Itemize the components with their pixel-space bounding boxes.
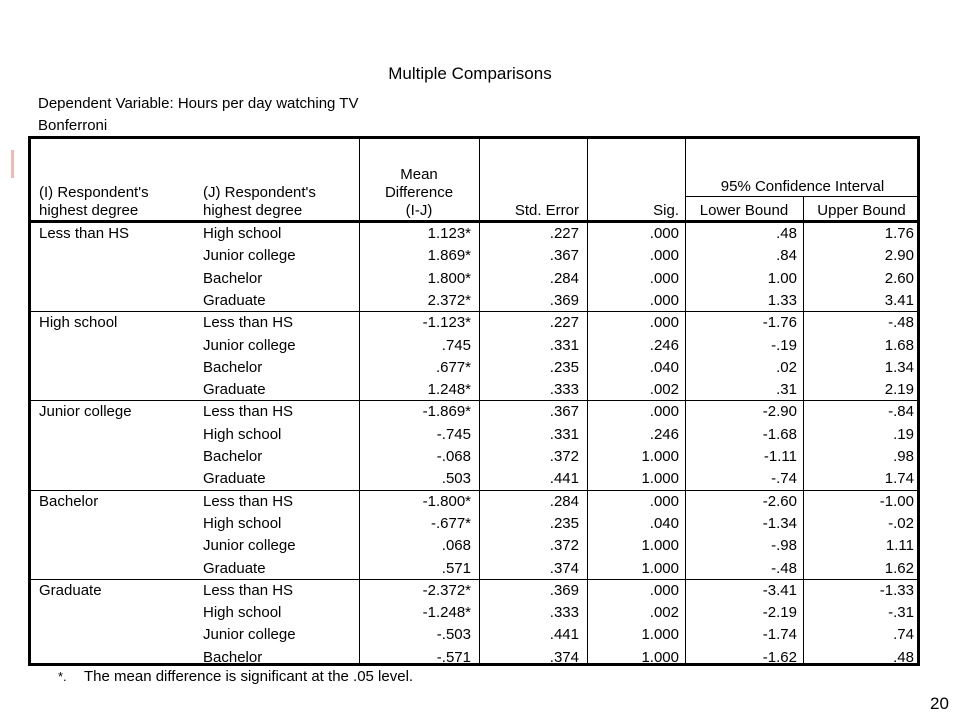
cell-se: .369 <box>549 291 579 309</box>
cell-upper: .98 <box>893 448 914 465</box>
cell-diff: 1.248* <box>427 381 471 399</box>
margin-mark <box>11 150 14 178</box>
comparison-group: Graduate <box>203 291 266 309</box>
comparison-group: High school <box>203 225 282 242</box>
cell-lower: -.74 <box>771 470 797 488</box>
cell-sig: .000 <box>649 492 679 510</box>
cell-se: .284 <box>549 492 579 510</box>
cell-lower: -1.11 <box>763 448 797 465</box>
table-title: Multiple Comparisons <box>388 64 552 83</box>
cell-diff: -.745 <box>436 425 471 443</box>
cell-se: .333 <box>549 604 579 622</box>
cell-diff: .503 <box>441 470 471 488</box>
cell-se: .235 <box>549 358 579 376</box>
page-number: 20 <box>930 694 949 713</box>
cell-sig: 1.000 <box>641 559 679 577</box>
cell-diff: 1.869* <box>427 247 471 265</box>
footnote-marker: *. <box>58 669 67 684</box>
comparison-group: Graduate <box>203 559 266 577</box>
cell-sig: .246 <box>649 336 679 354</box>
header-sig: Sig. <box>653 202 679 219</box>
method-label: Bonferroni <box>38 117 108 134</box>
header-mean-line1: Mean <box>400 166 438 183</box>
cell-diff: -.677* <box>430 514 471 532</box>
cell-diff: .068 <box>441 537 471 555</box>
cell-sig: .000 <box>649 291 679 309</box>
cell-sig: .000 <box>649 225 679 242</box>
cell-se: .367 <box>549 403 579 421</box>
cell-upper: -.48 <box>888 314 914 332</box>
footnote-text: The mean difference is significant at the .05 level. <box>84 668 414 685</box>
cell-se: .441 <box>549 626 579 644</box>
cell-upper: -.31 <box>888 604 914 622</box>
cell-lower: -1.68 <box>762 425 797 443</box>
group-label: Less than HS <box>39 225 130 242</box>
header-rule <box>31 220 917 223</box>
cell-se: .333 <box>549 381 579 399</box>
cell-lower: .31 <box>776 381 797 399</box>
cell-sig: .000 <box>649 581 679 599</box>
group-divider <box>31 490 917 491</box>
cell-lower: .48 <box>776 225 797 242</box>
cell-lower: -3.41 <box>762 581 797 599</box>
comparisons-table <box>28 136 920 666</box>
cell-sig: .000 <box>649 269 679 287</box>
cell-sig: .040 <box>649 514 679 532</box>
cell-se: .367 <box>549 247 579 265</box>
cell-diff: .745 <box>441 336 471 354</box>
cell-lower: -1.34 <box>762 514 797 532</box>
header-mean-line3: (I-J) <box>405 202 433 219</box>
cell-diff: -.503 <box>436 626 471 644</box>
header-i-line1: (I) Respondent's <box>39 184 149 201</box>
cell-lower: -1.74 <box>762 626 797 644</box>
cell-diff: -2.372* <box>422 581 471 599</box>
cell-sig: .000 <box>649 247 679 265</box>
cell-diff: .571 <box>441 559 471 577</box>
cell-diff: -1.248* <box>422 604 471 622</box>
cell-se: .372 <box>549 537 579 555</box>
group-divider <box>31 311 917 312</box>
cell-sig: .002 <box>649 604 679 622</box>
header-std-error: Std. Error <box>514 202 579 219</box>
comparison-group: Junior college <box>203 247 296 265</box>
comparison-group: Bachelor <box>203 358 263 376</box>
cell-upper: 1.68 <box>884 336 914 354</box>
cell-sig: .002 <box>649 381 679 399</box>
comparison-group: Bachelor <box>203 448 263 465</box>
comparison-group: Graduate <box>203 470 266 488</box>
cell-sig: 1.000 <box>641 648 679 666</box>
cell-lower: -.48 <box>771 559 797 577</box>
comparison-group: Less than HS <box>203 581 294 599</box>
comparison-group: Graduate <box>203 381 266 399</box>
dependent-variable: Dependent Variable: Hours per day watching TV <box>38 95 359 112</box>
cell-diff: -1.869* <box>422 403 471 421</box>
cell-diff: 2.372* <box>427 291 471 309</box>
cell-diff: 1.800* <box>427 269 471 287</box>
comparison-group: Bachelor <box>203 269 263 287</box>
comparison-group: Junior college <box>203 537 296 555</box>
cell-lower: 1.00 <box>767 269 797 287</box>
cell-upper: .74 <box>893 626 914 644</box>
cell-upper: 3.41 <box>884 291 914 309</box>
comparison-group: Bachelor <box>203 648 263 666</box>
cell-se: .235 <box>549 514 579 532</box>
cell-se: .227 <box>549 225 579 242</box>
cell-upper: -.02 <box>888 514 914 532</box>
cell-lower: -1.62 <box>762 648 797 666</box>
cell-se: .369 <box>549 581 579 599</box>
cell-diff: -1.800* <box>422 492 471 510</box>
comparison-group: High school <box>203 425 282 443</box>
cell-se: .227 <box>549 314 579 332</box>
header-lower-bound: Lower Bound <box>699 202 789 219</box>
cell-upper: 1.34 <box>884 358 914 376</box>
cell-upper: -.84 <box>888 403 914 421</box>
comparison-group: High school <box>203 604 282 622</box>
cell-upper: -1.00 <box>879 492 914 510</box>
cell-lower: 1.33 <box>767 291 797 309</box>
group-label: Bachelor <box>39 492 99 510</box>
cell-upper: -1.33 <box>879 581 914 599</box>
cell-diff: -.068 <box>436 448 471 465</box>
header-i-line2: highest degree <box>39 202 139 219</box>
cell-se: .372 <box>549 448 579 465</box>
cell-upper: 2.60 <box>884 269 914 287</box>
comparison-group: Less than HS <box>203 403 294 421</box>
cell-se: .374 <box>549 648 579 666</box>
comparison-group: Junior college <box>203 626 296 644</box>
cell-upper: .19 <box>893 425 914 443</box>
cell-sig: .040 <box>649 358 679 376</box>
group-label: Junior college <box>39 403 132 421</box>
cell-lower: .84 <box>776 247 797 265</box>
cell-se: .284 <box>549 269 579 287</box>
cell-sig: 1.000 <box>641 626 679 644</box>
comparison-group: High school <box>203 514 282 532</box>
cell-se: .374 <box>549 559 579 577</box>
comparison-group: Less than HS <box>203 314 294 332</box>
header-mean-line2: Difference <box>384 184 454 201</box>
cell-upper: 2.90 <box>884 247 914 265</box>
cell-se: .331 <box>549 336 579 354</box>
cell-sig: .246 <box>649 425 679 443</box>
cell-diff: .677* <box>435 358 471 376</box>
cell-lower: -.98 <box>771 537 797 555</box>
cell-upper: 1.76 <box>884 225 914 242</box>
ci-header-rule <box>685 196 917 197</box>
cell-lower: .02 <box>776 358 797 376</box>
cell-lower: -2.60 <box>762 492 797 510</box>
comparison-group: Junior college <box>203 336 296 354</box>
group-divider <box>31 400 917 401</box>
group-label: High school <box>39 314 118 332</box>
group-divider <box>31 579 917 580</box>
cell-upper: 1.11 <box>885 537 914 555</box>
cell-upper: 1.74 <box>884 470 914 488</box>
header-j-line2: highest degree <box>203 202 303 219</box>
cell-sig: 1.000 <box>641 537 679 555</box>
header-upper-bound: Upper Bound <box>817 202 906 219</box>
cell-sig: 1.000 <box>641 448 679 465</box>
header-ci: 95% Confidence Interval <box>720 178 885 195</box>
cell-diff: -.571 <box>436 648 471 666</box>
cell-se: .331 <box>549 425 579 443</box>
group-label: Graduate <box>39 581 102 599</box>
header-j-line1: (J) Respondent's <box>203 184 316 201</box>
cell-lower: -.19 <box>771 336 797 354</box>
cell-sig: .000 <box>649 403 679 421</box>
footnote <box>58 668 413 685</box>
cell-upper: 2.19 <box>884 381 914 399</box>
cell-sig: 1.000 <box>641 470 679 488</box>
cell-diff: 1.123* <box>427 225 471 242</box>
cell-diff: -1.123* <box>422 314 471 332</box>
cell-lower: -2.19 <box>762 604 797 622</box>
cell-upper: .48 <box>893 648 914 666</box>
cell-se: .441 <box>549 470 579 488</box>
cell-sig: .000 <box>649 314 679 332</box>
cell-upper: 1.62 <box>884 559 914 577</box>
cell-lower: -2.90 <box>762 403 797 421</box>
comparison-group: Less than HS <box>203 492 294 510</box>
cell-lower: -1.76 <box>762 314 797 332</box>
